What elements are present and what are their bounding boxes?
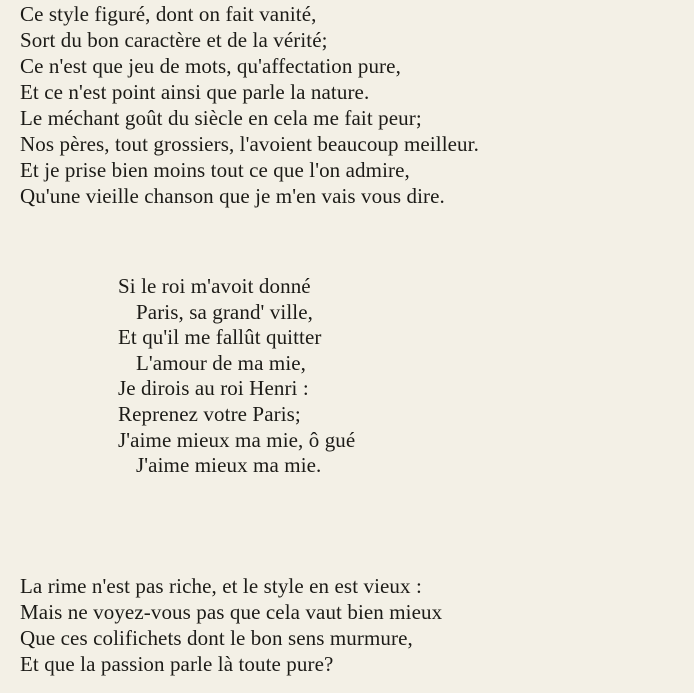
verse-line: Le méchant goût du siècle en cela me fait peur; — [20, 106, 422, 130]
verse-line: Et que la passion parle là toute pure? — [20, 652, 334, 676]
song-line: J'aime mieux ma mie, ô gué — [118, 427, 356, 452]
song-line: Paris, sa grand' ville, — [136, 299, 313, 324]
verse-line: La rime n'est pas riche, et le style en est vieux : — [20, 574, 422, 598]
song-line: L'amour de ma mie, — [136, 350, 307, 375]
song-line: Si le roi m'avoit donné — [118, 274, 311, 298]
verse-line: Ce n'est que jeu de mots, qu'affectation pure, — [20, 54, 401, 78]
verse-line: Et je prise bien moins tout ce que l'on admire, — [20, 158, 410, 182]
verse-line: Mais ne voyez-vous pas que cela vaut bien mieux — [20, 600, 443, 624]
verse-line: Qu'une vieille chanson que je m'en vais vous dire. — [20, 184, 445, 208]
song-line: J'aime mieux ma mie. — [136, 453, 322, 478]
song-line: Je dirois au roi Henri : — [118, 376, 309, 401]
poem-stanza-opening — [20, 1, 479, 209]
verse-line: Nos pères, tout grossiers, l'avoient beaucoup meilleur. — [20, 132, 479, 156]
poem-song-stanza — [118, 274, 355, 479]
verse-line: Sort du bon caractère et de la vérité; — [20, 28, 328, 52]
verse-line: Et ce n'est point ainsi que parle la nature. — [20, 80, 370, 104]
song-line: Reprenez votre Paris; — [118, 401, 301, 426]
poem-stanza-closing — [20, 573, 442, 677]
verse-line: Ce style figuré, dont on fait vanité, — [20, 2, 317, 26]
song-line: Et qu'il me fallût quitter — [118, 325, 322, 350]
verse-line: Que ces colifichets dont le bon sens murmure, — [20, 626, 413, 650]
